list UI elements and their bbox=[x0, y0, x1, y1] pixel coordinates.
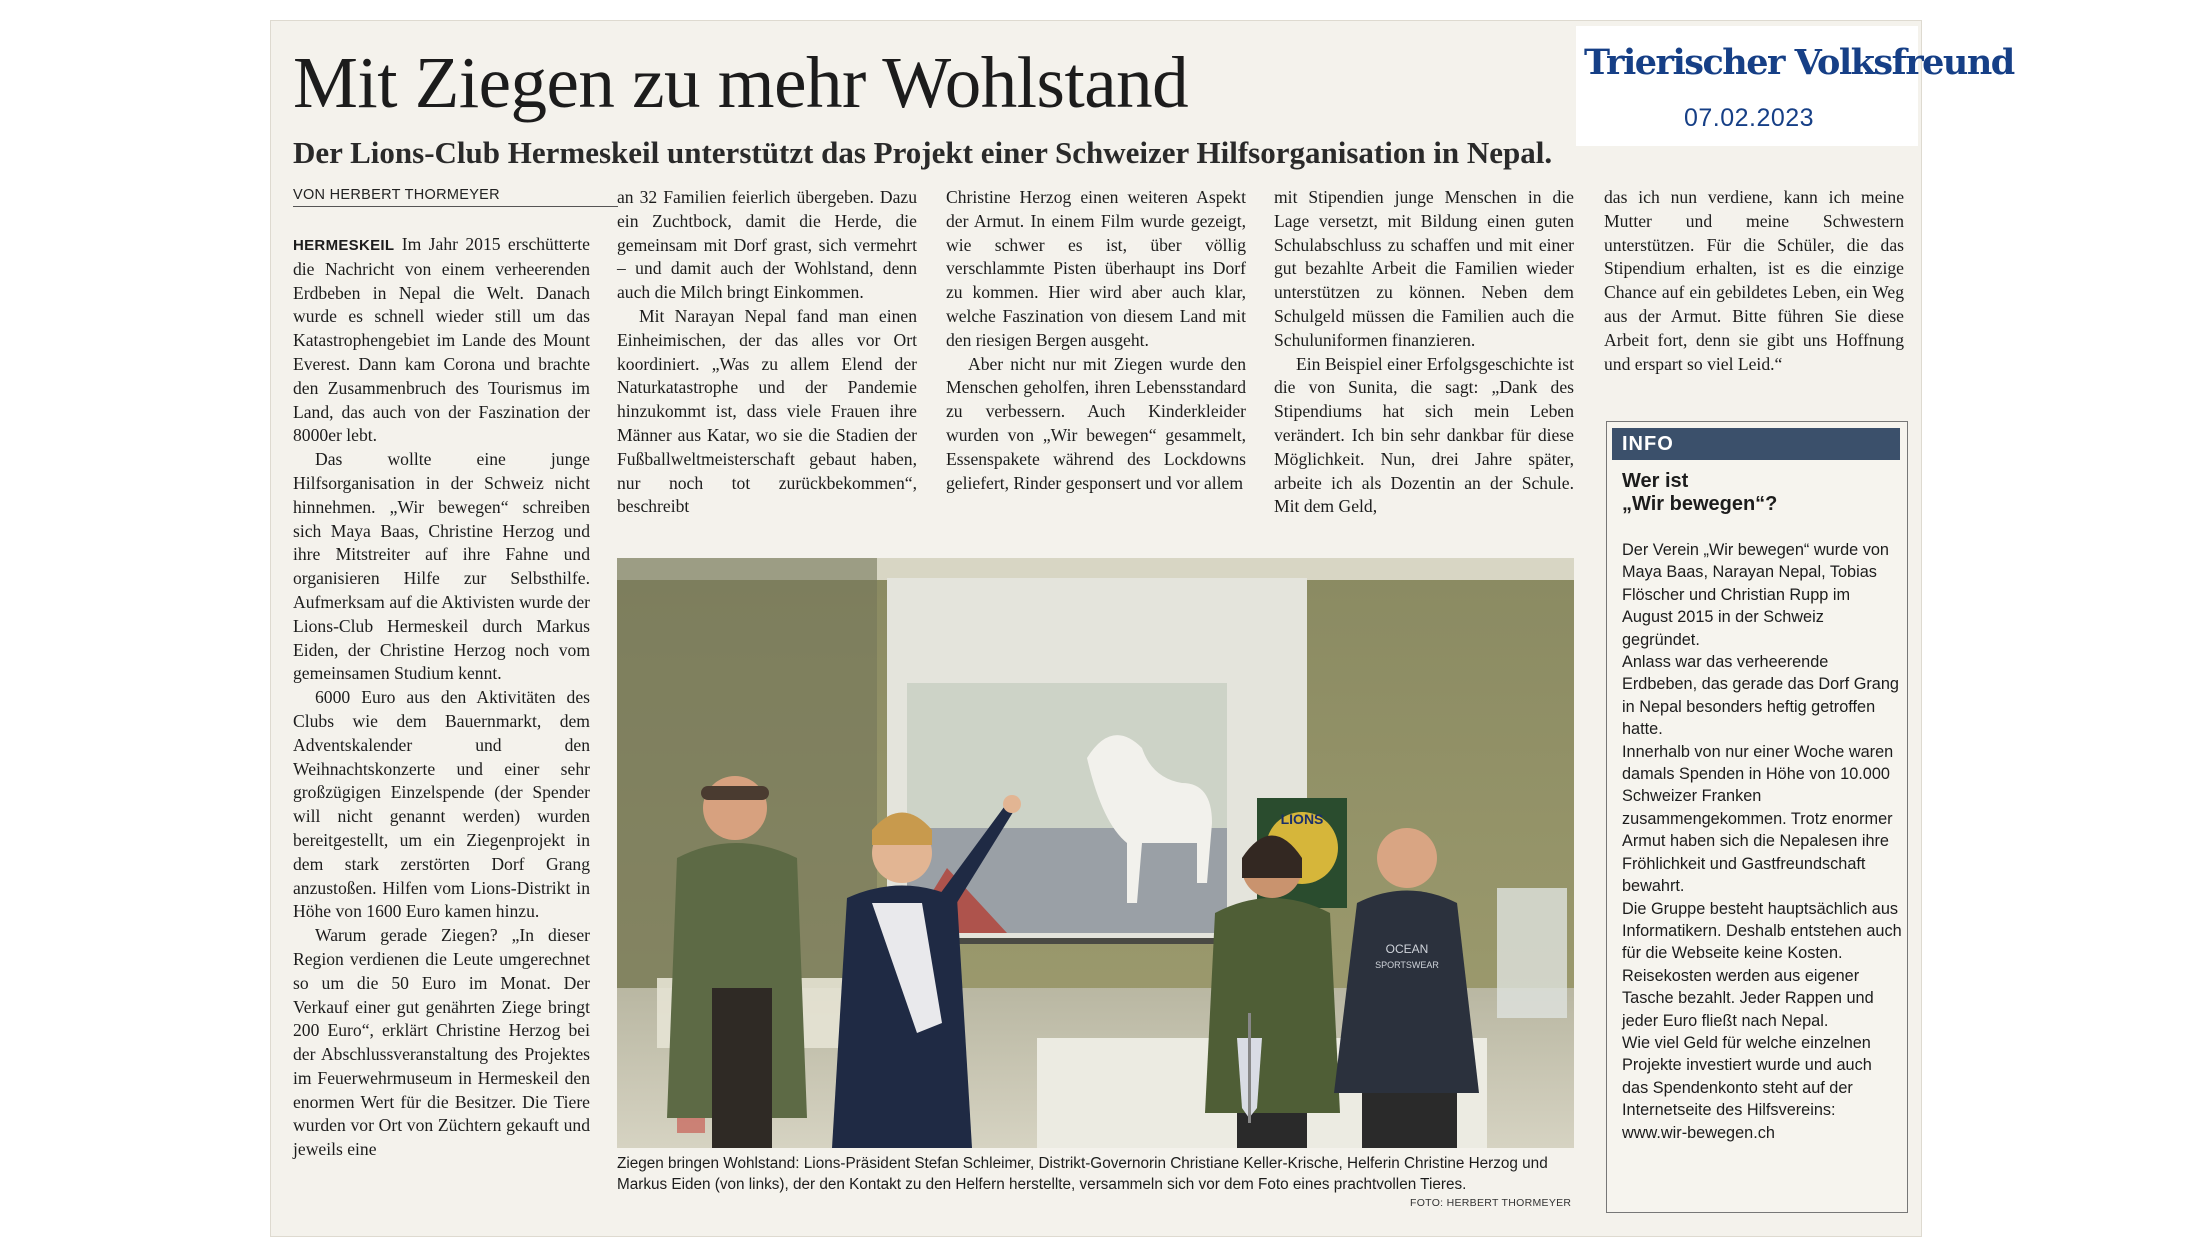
info-box-body: Der Verein „Wir bewegen“ wurde von Maya Baas, Narayan Nepal, Tobias Flöscher und Christian Rupp im August 2015 in der Schweiz gegründet. Anlass war das verheerende Erdbeben, das gerade das Dorf Grang in Nepal besonders heftig getroffen hatte. Innerhalb von nur einer Woche waren damals Spenden in Höhe von 10.000 Schweizer Franken zusammengekommen. Trotz enormer Armut haben sich die Nepalesen ihre Fröhlichkeit und Gastfreundschaft bewahrt. Die Gruppe besteht hauptsächlich aus Informatikern. Deshalb entstehen auch für die Webseite keine Kosten. Reisekosten werden aus eigener Tasche bezahlt. Jeder Rappen und jeder Euro fließt nach Nepal. Wie viel Geld für welche einzelnen Projekte investiert wurde und auch das Spendenkonto steht auf der Internetseite des Hilfsvereins: www.wir-bewegen.ch bbox=[1622, 541, 1902, 1142]
info-box-title bbox=[1622, 470, 1777, 516]
article-paragraph: mit Stipendien junge Menschen in die Lage versetzt, mit Bildung einen guten Schulabschluss zu schaffen und mit einer gut bezahlte Arbeit die Familien wieder unterstützen zu können. Neben dem Schulgeld müssen die Familien auch die Schuluniformen finanzieren. bbox=[1274, 187, 1574, 350]
dateline: HERMESKEIL bbox=[293, 237, 395, 254]
shirt-print: SPORTSWEAR bbox=[1375, 960, 1439, 970]
article-column-5 bbox=[1604, 186, 1904, 376]
info-box-label: INFO bbox=[1612, 428, 1900, 460]
article-paragraph: Warum gerade Ziegen? „In dieser Region verdienen die Leute umgerechnet so um die 50 Euro im Monat. Der Verkauf einer gut genährten Ziege bringt 200 Euro“, erklärt Christine Herzog bei der Abschlussveranstaltung des Projektes im Feuerwehrmuseum in Hermeskeil den enormen Wert für die Besitzer. Die Tiere wurden vor Ort von Züchtern gekauft und jeweils eine bbox=[293, 925, 590, 1160]
photo-credit: FOTO: HERBERT THORMEYER bbox=[1410, 1197, 1572, 1209]
newspaper-logo: Trierischer Volksfreund bbox=[1584, 42, 2014, 83]
article-paragraph: Christine Herzog einen weiteren Aspekt der Armut. In einem Film wurde gezeigt, wie schwer es ist, über völlig verschlammte Pisten überhaupt ins Dorf zu kommen. Hier wird aber auch klar, welche Faszination von diesem Land mit den riesigen Bergen ausgeht. bbox=[946, 187, 1246, 350]
photo-illustration bbox=[617, 558, 1574, 1148]
article-photo bbox=[617, 558, 1574, 1148]
paragraph-text: Im Jahr 2015 erschütterte die Nachricht von einem verheerenden Erdbeben in Nepal die Welt. Danach wurde es schnell wieder still um das Katastrophengebiet im Lande des Mount Everest. Dann kam Corona und brachte den Zusammenbruch des Tourismus im Land, das auch von der Faszination der 8000er lebt. bbox=[293, 234, 590, 446]
photo-caption: Ziegen bringen Wohlstand: Lions-Präsident Stefan Schleimer, Distrikt-Governorin Christiane Keller-Krische, Helferin Christine Herzog und Markus Eiden (von links), der den Kontakt zu den Helfern herstellte, versammeln sich vor dem Foto eines prachtvollen Tieres. bbox=[617, 1155, 1548, 1193]
article-paragraph: Ein Beispiel einer Erfolgsgeschichte ist die von Sunita, die sagt: „Dank des Stipendiums hat sich mein Leben verändert. Ich bin sehr dankbar für diese Möglichkeit. Nun, drei Jahre später, arbeite ich als Dozentin an der Schule. Mit dem Geld, bbox=[1274, 353, 1574, 517]
byline: VON HERBERT THORMEYER bbox=[293, 187, 618, 207]
article-column-1 bbox=[293, 233, 590, 1162]
article-column-4 bbox=[1274, 186, 1574, 519]
publication-date: 07.02.2023 bbox=[1683, 104, 1815, 132]
article-paragraph: Aber nicht nur mit Ziegen wurde den Menschen geholfen, ihren Lebensstandard zu verbessern. Auch Kinderkleider wurden von „Wir bewegen“ gesammelt, Essenspakete während des Lockdowns geliefert, Rinder gesponsert und vor allem bbox=[946, 353, 1246, 493]
article-paragraph bbox=[293, 233, 590, 448]
article-column-2 bbox=[617, 186, 917, 519]
article-paragraph: Mit Narayan Nepal fand man einen Einheimischen, der das alles vor Ort koordiniert. „Was zu allem Elend der Naturkatastrophe und der Pandemie hinzukommt ist, dass viele Frauen ihre Männer aus Katar, wo sie die Stadien der Fußballweltmeisterschaft gebaut haben, nur noch tot zurückbekommen“, beschreibt bbox=[617, 305, 917, 517]
info-box-title-line: „Wir bewegen“? bbox=[1622, 493, 1778, 515]
info-box-title-line: Wer ist bbox=[1622, 470, 1689, 492]
article-paragraph: 6000 Euro aus den Aktivitäten des Clubs wie dem Bauernmarkt, dem Adventskalender und den Weihnachtskonzerte und einer sehr großzügigen Einzelspende (der Spender will nicht genannt werden) wurden bereitgestellt, um ein Ziegenprojekt in dem stark zerstörten Dorf Grang anzustoßen. Hilfen vom Lions-Distrikt in Höhe von 1600 Euro kamen hinzu. bbox=[293, 687, 590, 922]
subheadline: Der Lions-Club Hermeskeil unterstützt das Projekt einer Schweizer Hilfsorganisation in Nepal. bbox=[293, 135, 1553, 170]
article-paragraph: Das wollte eine junge Hilfsorganisation in der Schweiz nicht hinnehmen. „Wir bewegen“ schreiben sich Maya Baas, Christine Herzog und ihre Mitstreiter auf ihre Fahne und organisieren Hilfe zur Selbsthilfe. Aufmerksam auf die Aktivisten wurde der Lions-Club Hermeskeil durch Markus Eiden, der Christine Herzog noch vom gemeinsamen Studium kennt. bbox=[293, 449, 590, 684]
shirt-print: OCEAN bbox=[1385, 942, 1429, 956]
article-paragraph: das ich nun verdiene, kann ich meine Mutter und meine Schwestern unterstützen. Für die Schüler, die das Stipendium erhalten, ist es die einzige Chance auf ein gebildetes Leben, ein Weg aus der Armut. Bitte führen Sie diese Arbeit fort, denn sie gibt uns Hoffnung und erspart so viel Leid.“ bbox=[1604, 187, 1904, 374]
article-paragraph: an 32 Familien feierlich übergeben. Dazu ein Zuchtbock, damit die Herde, die gemeinsam mit Dorf grast, sich vermehrt – und damit auch der Wohlstand, denn auch die Milch bringt Einkommen. bbox=[617, 187, 917, 303]
photo-banner-text: LIONS bbox=[1280, 811, 1324, 827]
headline: Mit Ziegen zu mehr Wohlstand bbox=[293, 42, 1189, 123]
article-column-3 bbox=[946, 186, 1246, 495]
